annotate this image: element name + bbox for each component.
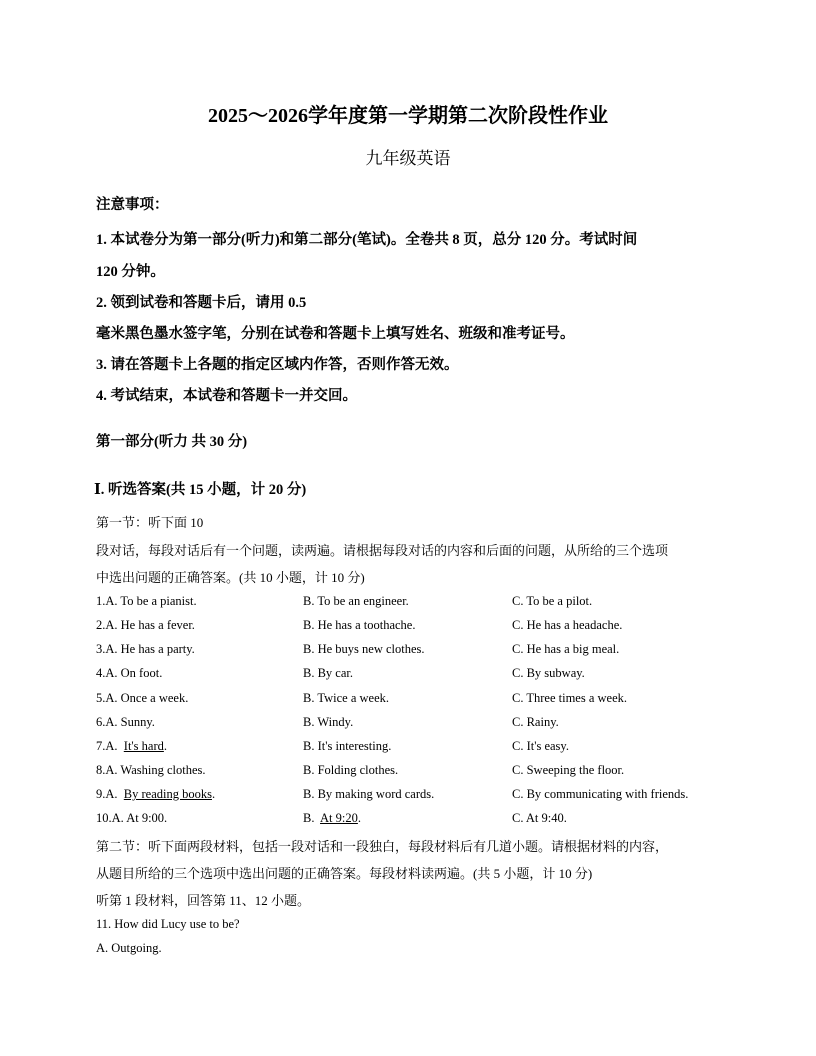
- q10-option-b-prefix: B.: [303, 811, 321, 825]
- q5-option-c: C. Three times a week.: [512, 691, 628, 705]
- notice-item-1-line-2: 120 分钟。: [96, 264, 165, 280]
- q3-option-a: 3.A. He has a party.: [96, 642, 195, 656]
- q1-option-b: B. To be an engineer.: [303, 594, 409, 608]
- q3-option-c: C. He has a big meal.: [512, 642, 620, 656]
- q8-option-c: C. Sweeping the floor.: [512, 763, 625, 777]
- notice-item-1-line-1: 1. 本试卷分为第一部分(听力)和第二部分(笔试)。全卷共 8 页，总分 120 分。考试时间: [96, 232, 638, 248]
- q4-option-c: C. By subway.: [512, 666, 585, 680]
- q4-option-b: B. By car.: [303, 666, 353, 680]
- notice-item-3: 3. 请在答题卡上各题的指定区域内作答，否则作答无效。: [96, 357, 459, 373]
- q5-option-a: 5.A. Once a week.: [96, 691, 189, 705]
- q9-option-a: [96, 787, 215, 802]
- q7-option-a-suffix: .: [163, 739, 167, 753]
- q4-option-a: 4.A. On foot.: [96, 666, 163, 680]
- q3-option-b: B. He buys new clothes.: [303, 642, 425, 656]
- sec1-instruction-line-1: 第一节：听下面 10: [96, 515, 204, 530]
- q2-option-b: B. He has a toothache.: [303, 618, 416, 632]
- notice-item-4: 4. 考试结束，本试卷和答题卡一并交回。: [96, 388, 357, 404]
- section-1-heading: Ⅰ. 听选答案(共 15 小题，计 20 分): [94, 482, 307, 498]
- sec1-instruction-line-2: 段对话，每段对话后有一个问题，读两遍。请根据每段对话的内容和后面的问题，从所给的三个选项: [96, 543, 669, 558]
- notice-item-2-line-2: 毫米黑色墨水签字笔，分别在试卷和答题卡上填写姓名、班级和准考证号。: [96, 326, 575, 342]
- q2-option-c: C. He has a headache.: [512, 618, 623, 632]
- q10-option-b: [303, 811, 361, 826]
- q10-option-c: C. At 9:40.: [512, 811, 567, 825]
- q10-option-a: 10.A. At 9:00.: [96, 811, 168, 825]
- sec2-instruction-line-1: 第二节：听下面两段材料，包括一段对话和一段独白，每段材料后有几道小题。请根据材料的内容，: [96, 839, 669, 854]
- part-1-heading: 第一部分(听力 共 30 分): [96, 434, 248, 450]
- q2-option-a: 2.A. He has a fever.: [96, 618, 195, 632]
- q8-option-a: 8.A. Washing clothes.: [96, 763, 206, 777]
- sec2-instruction-line-3: 听第 1 段材料，回答第 11、12 小题。: [96, 893, 311, 908]
- q9-option-b: B. By making word cards.: [303, 787, 435, 801]
- q7-option-a-underlined: It's hard: [123, 739, 164, 753]
- q6-option-a: 6.A. Sunny.: [96, 715, 155, 729]
- q7-option-a-prefix: 7.A.: [96, 739, 124, 753]
- q6-option-c: C. Rainy.: [512, 715, 559, 729]
- sec1-instruction-line-3: 中选出问题的正确答案。(共 10 小题，计 10 分): [96, 570, 365, 585]
- q1-option-a: 1.A. To be a pianist.: [96, 594, 197, 608]
- notice-heading: 注意事项：: [96, 197, 169, 213]
- page-subtitle: 九年级英语: [365, 149, 451, 168]
- q9-option-a-suffix: .: [211, 787, 216, 801]
- q9-option-c: C. By communicating with friends.: [512, 787, 689, 801]
- q9-option-a-underlined: By reading books: [123, 787, 212, 801]
- page-title: 2025～2026学年度第一学期第二次阶段性作业: [208, 105, 608, 127]
- q1-option-c: C. To be a pilot.: [512, 594, 593, 608]
- q8-option-b: B. Folding clothes.: [303, 763, 399, 777]
- notice-item-2-line-1: 2. 领到试卷和答题卡后，请用 0.5: [96, 295, 307, 311]
- q9-option-a-prefix: 9.A.: [96, 787, 124, 801]
- q10-option-b-suffix: .: [357, 811, 362, 825]
- q7-option-a: [96, 739, 167, 754]
- q7-option-b: B. It's interesting.: [303, 739, 392, 753]
- q5-option-b: B. Twice a week.: [303, 691, 390, 705]
- q10-option-b-underlined: At 9:20: [320, 811, 358, 825]
- q6-option-b: B. Windy.: [303, 715, 354, 729]
- q7-option-c: C. It's easy.: [512, 739, 569, 753]
- q11-question: 11. How did Lucy use to be?: [96, 917, 240, 931]
- q11-option-a: A. Outgoing.: [96, 941, 162, 955]
- sec2-instruction-line-2: 从题目所给的三个选项中选出问题的正确答案。每段材料读两遍。(共 5 小题，计 10 分): [96, 866, 593, 881]
